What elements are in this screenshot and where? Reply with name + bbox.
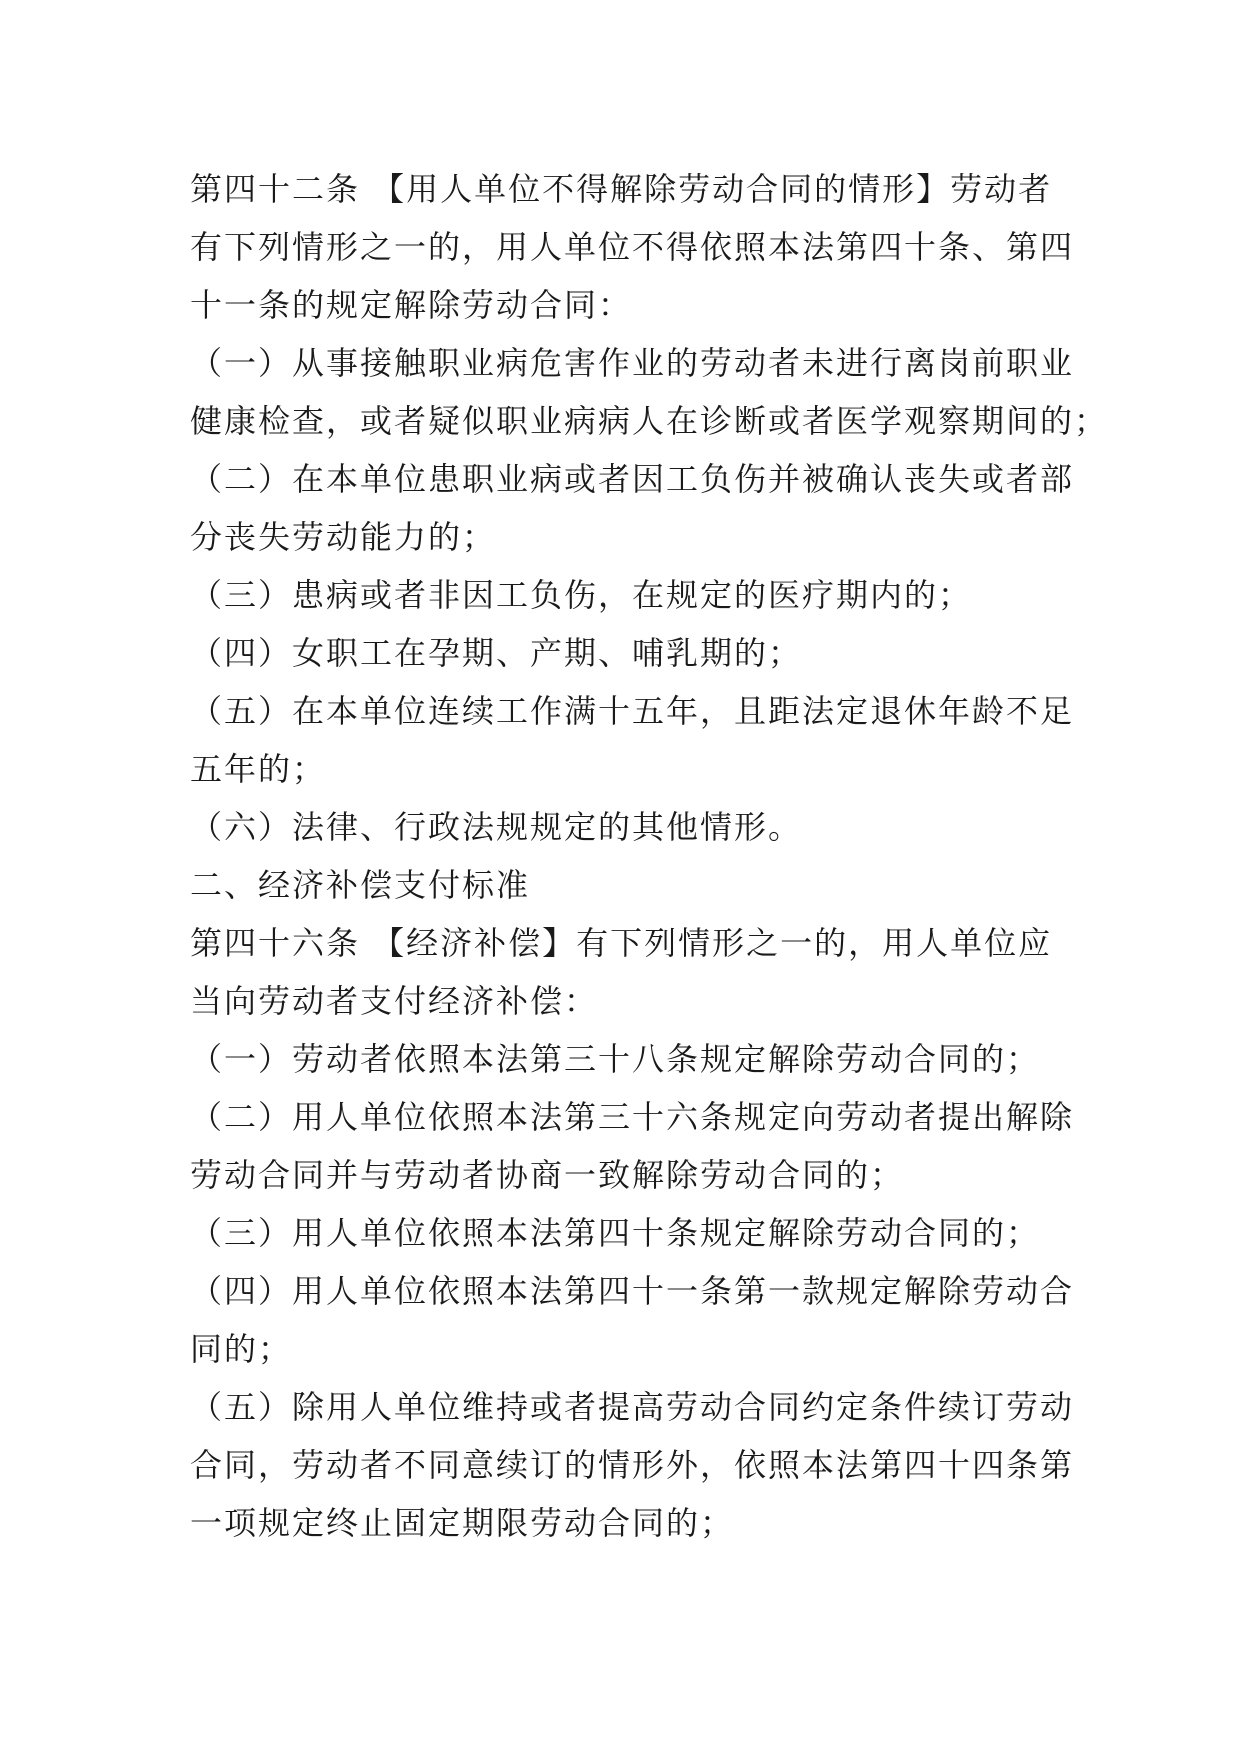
text-line: （一）从事接触职业病危害作业的劳动者未进行离岗前职业 bbox=[190, 344, 1075, 382]
text-line: 五年的； bbox=[190, 750, 327, 788]
text-line: （一）劳动者依照本法第三十八条规定解除劳动合同的； bbox=[190, 1040, 1041, 1078]
text-line: （六）法律、行政法规规定的其他情形。 bbox=[190, 808, 803, 846]
text-line: 第四十六条 【经济补偿】有下列情形之一的，用人单位应 bbox=[190, 924, 1053, 962]
text-line: 当向劳动者支付经济补偿： bbox=[190, 982, 599, 1020]
text-line: 劳动合同并与劳动者协商一致解除劳动合同的； bbox=[190, 1156, 905, 1194]
section-heading: 二、经济补偿支付标准 bbox=[190, 866, 531, 904]
text-line: （五）在本单位连续工作满十五年，且距法定退休年龄不足 bbox=[190, 692, 1075, 730]
text-line: （四）用人单位依照本法第四十一条第一款规定解除劳动合 bbox=[190, 1272, 1075, 1310]
text-line: （四）女职工在孕期、产期、哺乳期的； bbox=[190, 634, 803, 672]
text-line: 一项规定终止固定期限劳动合同的； bbox=[190, 1504, 735, 1542]
text-line: （二）用人单位依照本法第三十六条规定向劳动者提出解除 bbox=[190, 1098, 1075, 1136]
text-line: （二）在本单位患职业病或者因工负伤并被确认丧失或者部 bbox=[190, 460, 1075, 498]
text-line: 同的； bbox=[190, 1330, 293, 1368]
text-line: 有下列情形之一的，用人单位不得依照本法第四十条、第四 bbox=[190, 228, 1075, 266]
document-body bbox=[190, 160, 1109, 1552]
text-line: 健康检查，或者疑似职业病病人在诊断或者医学观察期间的； bbox=[190, 402, 1109, 440]
text-line: （三）用人单位依照本法第四十条规定解除劳动合同的； bbox=[190, 1214, 1041, 1252]
text-line: 第四十二条 【用人单位不得解除劳动合同的情形】劳动者 bbox=[190, 170, 1053, 208]
text-line: （三）患病或者非因工负伤，在规定的医疗期内的； bbox=[190, 576, 973, 614]
text-line: 十一条的规定解除劳动合同： bbox=[190, 286, 633, 324]
text-line: （五）除用人单位维持或者提高劳动合同约定条件续订劳动 bbox=[190, 1388, 1075, 1426]
text-line: 分丧失劳动能力的； bbox=[190, 518, 497, 556]
text-line: 合同，劳动者不同意续订的情形外，依照本法第四十四条第 bbox=[190, 1446, 1075, 1484]
